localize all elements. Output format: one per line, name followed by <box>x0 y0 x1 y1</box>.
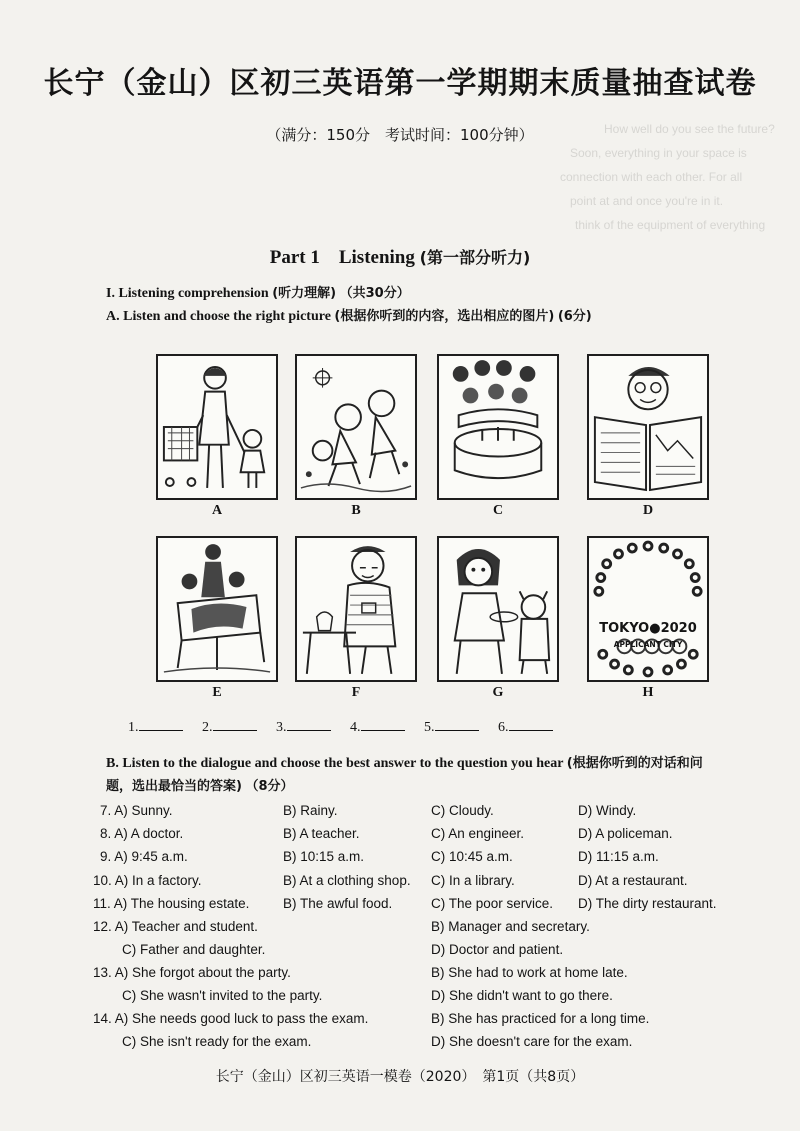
exam-subtitle: （满分：150分 考试时间：100分钟） <box>266 126 534 144</box>
man-tea-icon <box>297 538 415 680</box>
picture-d-man-reading-newspaper <box>587 354 709 500</box>
question-9: 9. A) 9:45 a.m. B) 10:15 a.m. C) 10:45 a.m. D) 11:15 a.m. <box>100 849 659 864</box>
page-footer: 长宁（金山）区初三英语一模卷（2020） 第1页（共8页） <box>215 1069 585 1085</box>
tokyo-2020-logo-icon <box>589 538 707 680</box>
answer-blank-1[interactable]: 1. <box>128 718 183 736</box>
question-7: 7. A) Sunny. B) Rainy. C) Cloudy. D) Windy. <box>100 803 637 818</box>
question-12-row1: 12. A) Teacher and student. B) Manager and secretary. <box>93 919 590 934</box>
answer-blank-3[interactable]: 3. <box>276 718 331 736</box>
running-children-icon <box>297 356 415 498</box>
bleed-through-text: How well do you see the future? <box>604 122 775 136</box>
answer-blank-6[interactable]: 6. <box>498 718 553 736</box>
tokyo-logo-text: TOKYO●2020 <box>599 621 697 636</box>
question-14-row1: 14. A) She needs good luck to pass the exam. B) She has practiced for a long time. <box>93 1011 650 1026</box>
tokyo-logo-subtext: APPLICANT CITY <box>613 640 683 649</box>
picture-e-people-and-dog <box>156 536 278 682</box>
exam-title: 长宁（金山）区初三英语第一学期期末质量抽查试卷 <box>43 66 757 101</box>
answer-blank-4[interactable]: 4. <box>350 718 405 736</box>
picture-label-g: G <box>492 685 504 700</box>
answer-blank-5[interactable]: 5. <box>424 718 479 736</box>
picture-a-mother-child-shopping <box>156 354 278 500</box>
birthday-cake-icon <box>439 356 557 498</box>
answer-blank-2[interactable]: 2. <box>202 718 257 736</box>
part-title <box>0 242 800 269</box>
picture-b-children-running <box>295 354 417 500</box>
question-13-row2: C) She wasn't invited to the party. D) She didn't want to go there. <box>122 988 613 1003</box>
section-i-heading: I. Listening comprehension (听力理解) （共30分） <box>106 286 410 301</box>
bleed-through-text: connection with each other. For all <box>560 170 743 184</box>
question-14-row2: C) She isn't ready for the exam. D) She doesn't care for the exam. <box>122 1034 633 1049</box>
girl-dog-icon <box>439 538 557 680</box>
picture-c-birthday-cake <box>437 354 559 500</box>
question-8: 8. A) A doctor. B) A teacher. C) An engineer. D) A policeman. <box>100 826 673 841</box>
picture-label-h: H <box>642 685 654 700</box>
picture-label-b: B <box>351 503 361 518</box>
people-dog-icon <box>158 538 276 680</box>
picture-label-d: D <box>642 503 654 518</box>
bleed-through-text: Soon, everything in your space is <box>570 146 747 160</box>
question-12-row2: C) Father and daughter. D) Doctor and patient. <box>122 942 564 957</box>
bleed-through-text: think of the equipment of everything <box>575 218 766 232</box>
mother-child-icon <box>158 356 276 498</box>
section-b-heading: B. Listen to the dialogue and choose the best answer to the question you hear (根据你听到的对话和问 题，选出最恰当的答案) （8分） <box>106 756 703 794</box>
section-a-heading: A. Listen and choose the right picture (根据你听到的内容，选出相应的图片) (6分) <box>106 309 592 324</box>
picture-g-girl-feeding-dog <box>437 536 559 682</box>
newspaper-reader-icon <box>589 356 707 498</box>
question-13-row1: 13. A) She forgot about the party. B) She had to work at home late. <box>93 965 628 980</box>
answer-blanks <box>128 718 567 736</box>
question-10: 10. A) In a factory. B) At a clothing shop. C) In a library. D) At a restaurant. <box>93 873 688 888</box>
question-11: 11. A) The housing estate. B) The awful food. C) The poor service. D) The dirty restaurant. <box>93 896 717 911</box>
picture-label-f: F <box>351 685 361 700</box>
picture-label-e: E <box>212 685 222 700</box>
bleed-through-text: point at and once you're in it. <box>570 194 724 208</box>
picture-f-man-drinking-tea <box>295 536 417 682</box>
picture-h-tokyo-2020-logo <box>587 536 709 682</box>
picture-label-c: C <box>492 503 504 518</box>
part-title-cn: (第一部分听力) <box>419 248 531 267</box>
picture-label-a: A <box>211 503 223 518</box>
part-title-en: Part 1 Listening <box>269 247 415 268</box>
